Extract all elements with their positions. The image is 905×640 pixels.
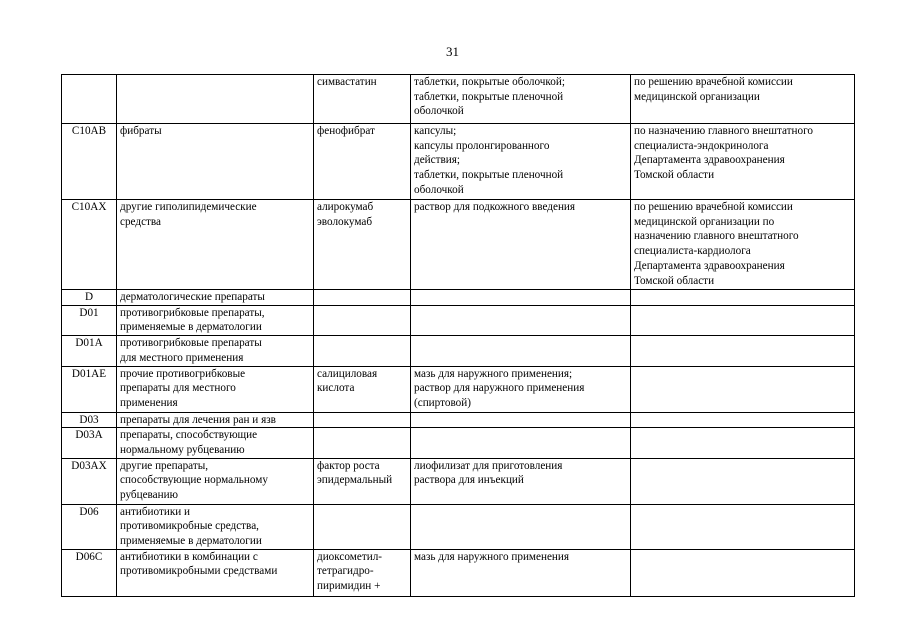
anatomic-therapeutic-group-cell <box>117 458 314 504</box>
cell-line: фибраты <box>120 125 162 137</box>
atc-code-cell <box>62 428 117 458</box>
cell-line: препараты, способствующие <box>120 429 258 442</box>
dosage-form-cell <box>411 412 631 428</box>
cell-line: раствора для инъекций <box>414 474 524 487</box>
anatomic-therapeutic-group-cell <box>117 124 314 200</box>
cell-line: Департамента здравоохранения <box>634 154 785 167</box>
cell-line: кислота <box>317 382 355 395</box>
cell-text: D06 <box>79 505 99 518</box>
cell-line: для местного применения <box>120 351 244 364</box>
cell-line: другие гиполипидемические <box>120 201 257 213</box>
cell-line: другие препараты, <box>120 459 209 472</box>
prescription-condition-cell <box>631 458 855 504</box>
medicinal-substance-cell <box>314 504 411 549</box>
prescription-condition-cell <box>631 412 855 428</box>
table-row <box>62 305 855 335</box>
cell-line: тетрагидро- <box>317 565 374 578</box>
table-row <box>62 504 855 549</box>
table-row <box>62 200 855 290</box>
cell-line: мазь для наружного применения <box>414 550 570 563</box>
cell-line: специалиста-кардиолога <box>634 245 751 258</box>
cell-line: алирокумаб <box>317 201 374 213</box>
prescription-condition-cell <box>631 366 855 412</box>
dosage-form-cell <box>411 200 631 290</box>
cell-line: Томской области <box>634 169 715 182</box>
cell-line: рубцеванию <box>120 489 178 502</box>
cell-text: D03AX <box>71 459 107 472</box>
table-row <box>62 366 855 412</box>
dosage-form-cell <box>411 75 631 124</box>
cell-line: нормальному рубцеванию <box>120 443 245 456</box>
cell-line: применяемые в дерматологии <box>120 535 262 548</box>
dosage-form-cell <box>411 458 631 504</box>
prescription-condition-cell <box>631 124 855 200</box>
cell-line: применяемые в дерматологии <box>120 321 262 334</box>
cell-text: D03 <box>79 413 99 426</box>
cell-line: по решению врачебной комиссии <box>634 76 793 88</box>
cell-line: противогрибковые препараты, <box>120 306 265 319</box>
atc-code-cell <box>62 412 117 428</box>
cell-line: антибиотики в комбинации с <box>120 550 258 563</box>
prescription-condition-cell <box>631 305 855 335</box>
anatomic-therapeutic-group-cell <box>117 428 314 458</box>
cell-line: капсулы; <box>414 125 457 137</box>
medicinal-substance-cell <box>314 75 411 124</box>
cell-line: препараты для местного <box>120 382 236 395</box>
cell-line: таблетки, покрытые оболочкой; <box>414 76 565 88</box>
anatomic-therapeutic-group-cell <box>117 504 314 549</box>
cell-line: по назначению главного внештатного <box>634 125 814 137</box>
table-row <box>62 290 855 306</box>
cell-line: медицинской организации <box>634 90 760 103</box>
anatomic-therapeutic-group-cell <box>117 75 314 124</box>
atc-code-cell <box>62 549 117 596</box>
medicinal-substance-cell <box>314 200 411 290</box>
cell-line: фенофибрат <box>317 125 375 137</box>
cell-line: раствор для наружного применения <box>414 382 585 395</box>
anatomic-therapeutic-group-cell <box>117 366 314 412</box>
medicinal-substance-cell <box>314 290 411 306</box>
table-row <box>62 549 855 596</box>
dosage-form-cell <box>411 336 631 366</box>
drug-table-body <box>62 75 855 597</box>
atc-code-cell <box>62 504 117 549</box>
cell-text: C10AX <box>71 201 107 213</box>
anatomic-therapeutic-group-cell <box>117 305 314 335</box>
medicinal-substance-cell <box>314 549 411 596</box>
cell-line: оболочкой <box>414 105 464 118</box>
atc-code-cell <box>62 200 117 290</box>
cell-line: симвастатин <box>317 76 377 88</box>
prescription-condition-cell <box>631 504 855 549</box>
cell-line: лиофилизат для приготовления <box>414 459 563 472</box>
prescription-condition-cell <box>631 428 855 458</box>
cell-line: раствор для подкожного введения <box>414 201 576 213</box>
prescription-condition-cell <box>631 75 855 124</box>
prescription-condition-cell <box>631 200 855 290</box>
cell-text: D01A <box>75 337 103 350</box>
dosage-form-cell <box>411 504 631 549</box>
cell-text: D <box>84 291 94 303</box>
dosage-form-cell <box>411 428 631 458</box>
atc-code-cell <box>62 290 117 306</box>
dosage-form-cell <box>411 549 631 596</box>
medicinal-substance-cell <box>314 305 411 335</box>
cell-line: специалиста-эндокринолога <box>634 139 769 152</box>
anatomic-therapeutic-group-cell <box>117 290 314 306</box>
cell-line: Департамента здравоохранения <box>634 259 785 272</box>
atc-code-cell <box>62 366 117 412</box>
cell-line: оболочкой <box>414 183 464 196</box>
medicinal-substance-cell <box>314 458 411 504</box>
atc-code-cell <box>62 336 117 366</box>
prescription-condition-cell <box>631 336 855 366</box>
prescription-condition-cell <box>631 549 855 596</box>
cell-line: противомикробными средствами <box>120 565 278 578</box>
table-row <box>62 75 855 124</box>
atc-code-cell <box>62 124 117 200</box>
cell-line: препараты для лечения ран и язв <box>120 413 276 426</box>
medicinal-substance-cell <box>314 412 411 428</box>
cell-line: капсулы пролонгированного <box>414 139 550 152</box>
cell-line: Томской области <box>634 274 715 287</box>
dosage-form-cell <box>411 305 631 335</box>
table-row <box>62 412 855 428</box>
cell-line: мазь для наружного применения; <box>414 367 573 380</box>
cell-line: медицинской организации по <box>634 215 775 228</box>
atc-code-cell <box>62 75 117 124</box>
cell-line: противомикробные средства, <box>120 520 259 533</box>
cell-line: фактор роста <box>317 459 380 472</box>
cell-line: противогрибковые препараты <box>120 337 262 350</box>
prescription-condition-cell <box>631 290 855 306</box>
anatomic-therapeutic-group-cell <box>117 549 314 596</box>
cell-line: способствующие нормальному <box>120 474 268 487</box>
cell-line: применения <box>120 396 178 409</box>
cell-line: по решению врачебной комиссии <box>634 201 793 213</box>
cell-text: D03A <box>75 429 103 442</box>
dosage-form-cell <box>411 290 631 306</box>
drug-table <box>61 74 855 597</box>
cell-line: действия; <box>414 154 461 167</box>
table-row <box>62 124 855 200</box>
cell-line: назначению главного внештатного <box>634 230 799 243</box>
medicinal-substance-cell <box>314 124 411 200</box>
cell-text: D01 <box>79 306 99 319</box>
cell-line: средства <box>120 215 162 228</box>
dosage-form-cell <box>411 124 631 200</box>
cell-text: C10AB <box>71 125 107 137</box>
cell-line: таблетки, покрытые пленочной <box>414 90 564 103</box>
medicinal-substance-cell <box>314 336 411 366</box>
table-row <box>62 458 855 504</box>
cell-text: D06C <box>75 550 103 563</box>
cell-line: эволокумаб <box>317 215 373 228</box>
page-number: 31 <box>446 44 459 59</box>
cell-text: D01AE <box>71 367 107 380</box>
anatomic-therapeutic-group-cell <box>117 336 314 366</box>
atc-code-cell <box>62 458 117 504</box>
cell-line: дерматологические препараты <box>120 291 265 303</box>
table-row <box>62 336 855 366</box>
atc-code-cell <box>62 305 117 335</box>
table-row <box>62 428 855 458</box>
anatomic-therapeutic-group-cell <box>117 412 314 428</box>
cell-line: таблетки, покрытые пленочной <box>414 169 564 182</box>
cell-line: (спиртовой) <box>414 396 471 409</box>
medicinal-substance-cell <box>314 428 411 458</box>
cell-line: эпидермальный <box>317 474 393 487</box>
cell-line: антибиотики и <box>120 505 191 518</box>
cell-line: пиримидин + <box>317 580 381 593</box>
cell-line: прочие противогрибковые <box>120 367 246 380</box>
cell-line: диоксометил- <box>317 550 383 563</box>
medicinal-substance-cell <box>314 366 411 412</box>
dosage-form-cell <box>411 366 631 412</box>
cell-line: салициловая <box>317 367 378 380</box>
anatomic-therapeutic-group-cell <box>117 200 314 290</box>
